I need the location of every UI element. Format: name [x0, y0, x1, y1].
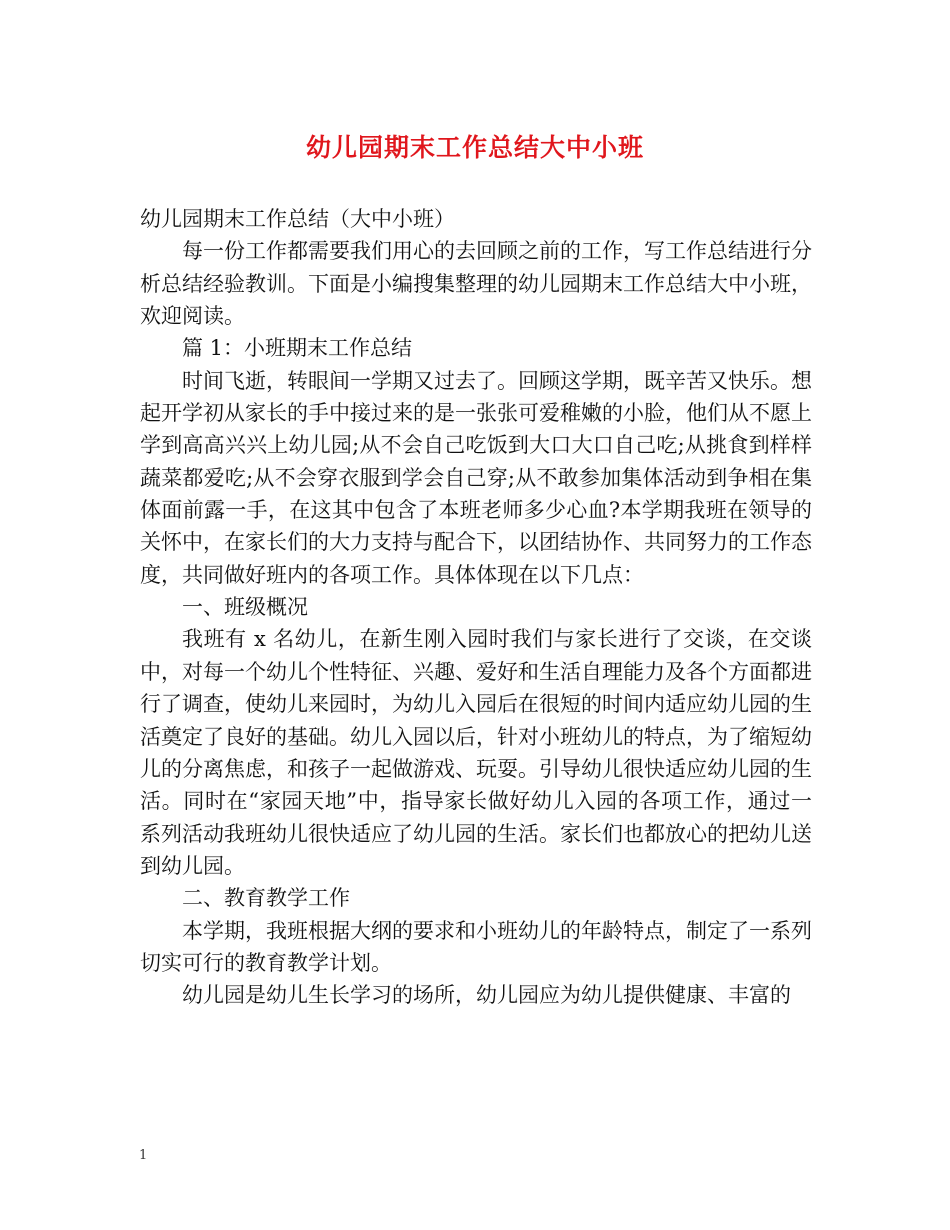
document-title: 幼儿园期末工作总结大中小班 — [305, 133, 644, 162]
document-body — [140, 203, 812, 1012]
paragraph: 幼儿园是幼儿生长学习的场所，幼儿园应为幼儿提供健康、丰富的 — [182, 983, 791, 1008]
paragraph: 一、班级概况 — [182, 595, 308, 620]
paragraph: 篇 1：小班期末工作总结 — [182, 336, 413, 361]
paragraph: 每一份工作都需要我们用心的去回顾之前的工作，写工作总结进行分析总结经验教训。下面是小编搜集整理的幼儿园期末工作总结大中小班，欢迎阅读。 — [140, 239, 812, 329]
paragraph: 本学期，我班根据大纲的要求和小班幼儿的年龄特点，制定了一系列切实可行的教育教学计划。 — [140, 918, 812, 975]
paragraph: 二、教育教学工作 — [182, 886, 350, 911]
page-number: 1 — [139, 1148, 148, 1163]
paragraph: 幼儿园期末工作总结（大中小班） — [140, 207, 455, 231]
paragraph: 我班有 x 名幼儿，在新生刚入园时我们与家长进行了交谈，在交谈中，对每一个幼儿个性特征、兴趣、爱好和生活自理能力及各个方面都进行了调查，使幼儿来园时，为幼儿入园后在很短的时间内适应幼儿园的生活奠定了良好的基础。幼儿入园以后，针对小班幼儿的特点，为了缩短幼儿的分离焦虑，和孩子一起做游戏、玩耍。引导幼儿很快适应幼儿园的生活。同时在“家园天地”中，指导家长做好幼儿入园的各项工作，通过一系列活动我班幼儿很快适应了幼儿园的生活。家长们也都放心的把幼儿送到幼儿园。 — [140, 627, 812, 878]
paragraph: 时间飞逝，转眼间一学期又过去了。回顾这学期，既辛苦又快乐。想起开学初从家长的手中接过来的是一张张可爱稚嫩的小脸，他们从不愿上学到高高兴兴上幼儿园;从不会自己吃饭到大口大口自己吃;从挑食到样样蔬菜都爱吃;从不会穿衣服到学会自己穿;从不敢参加集体活动到争相在集体面前露一手，在这其中包含了本班老师多少心血?本学期我班在领导的关怀中，在家长们的大力支持与配合下，以团结协作、共同努力的工作态度，共同做好班内的各项工作。具体体现在以下几点： — [140, 368, 812, 587]
